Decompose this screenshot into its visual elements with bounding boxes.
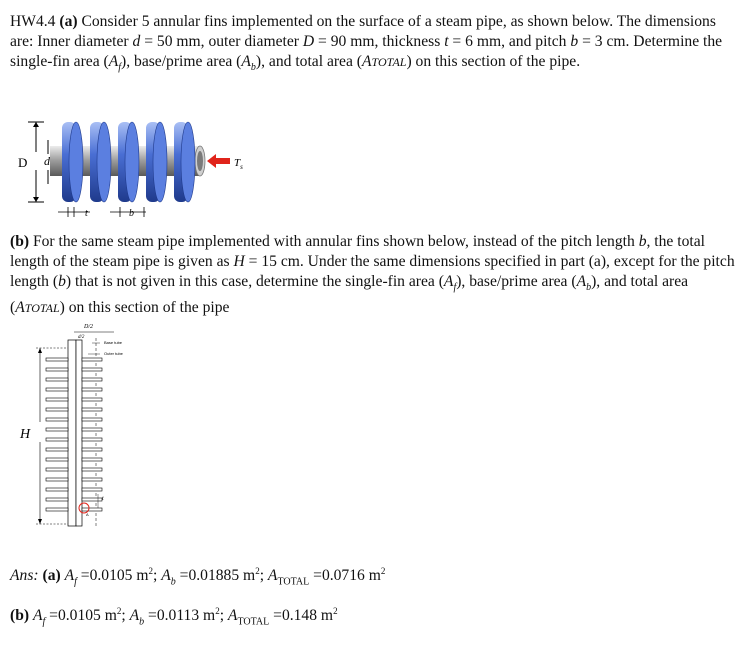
problem-id: HW4.4 [10, 13, 56, 30]
answer-b: (b) $A_f =0.0105$ $m^2$; $A_b =0.0113$ $m^2$; $A_{TOTAL} =0.148$ $m^2$ [10, 606, 338, 628]
fig-b-label-base-tube: Base tube [104, 340, 123, 345]
figure-b-cross-section [14, 318, 164, 530]
fins [62, 122, 195, 202]
fig-b-label-outer-tube: Outer tube [104, 351, 123, 356]
part-a-text: HW4.4 (a) Consider 5 annular fins implemented on the surface of a steam pipe, as shown below. The dimensions are: Inner diameter d = 50 mm, outer diameter D = 90 mm, thickness t = 6 mm, and pitch b = 3 cm. Determine the single-fin area $(A_f)$, base/prime area $(A_b)$, and total area (ATOTAL) on this section of the pipe. [10, 13, 723, 74]
fig-b-label-t: t [102, 496, 104, 502]
part-b-text: (b) For the same steam pipe implemented with annular fins shown below, instead of the pitch length b, the total length of the steam pipe is given as H = 15 cm. Under the same dimensions specified in part (a), except for the pitch length (b) that is not given in this case, determine the single-fin area $(A_f)$, base/prime area $(A_b)$, and total area (ATOTAL) on this section of the pipe [10, 233, 735, 317]
fig-a-label-D: D [18, 155, 28, 170]
fig-a-label-b: b [129, 208, 134, 219]
outer-tube [76, 340, 82, 526]
fig-b-label-d2: d/2 [78, 335, 85, 340]
base-tube [68, 340, 76, 526]
figure-a-finned-pipe [10, 110, 250, 225]
fig-b-label-H: H [20, 427, 31, 442]
fig-a-label-d: d [44, 154, 50, 168]
heat-arrow [207, 154, 230, 168]
part-a-label: (a) [59, 13, 78, 30]
fig-a-label-Ts: $T_s$ [234, 157, 243, 171]
part-b-label: (b) [10, 233, 30, 250]
fig-a-label-t: t [85, 208, 88, 219]
fig-b-label-D2: D/2 [84, 324, 93, 330]
answer-a: Ans: (a) $A_f =0.0105$ $m^2$; $A_b =0.01885$ $m^2$; $A_{TOTAL} =0.0716$ $m^2$ [10, 566, 386, 588]
fig-b-label-A: A [86, 512, 89, 517]
